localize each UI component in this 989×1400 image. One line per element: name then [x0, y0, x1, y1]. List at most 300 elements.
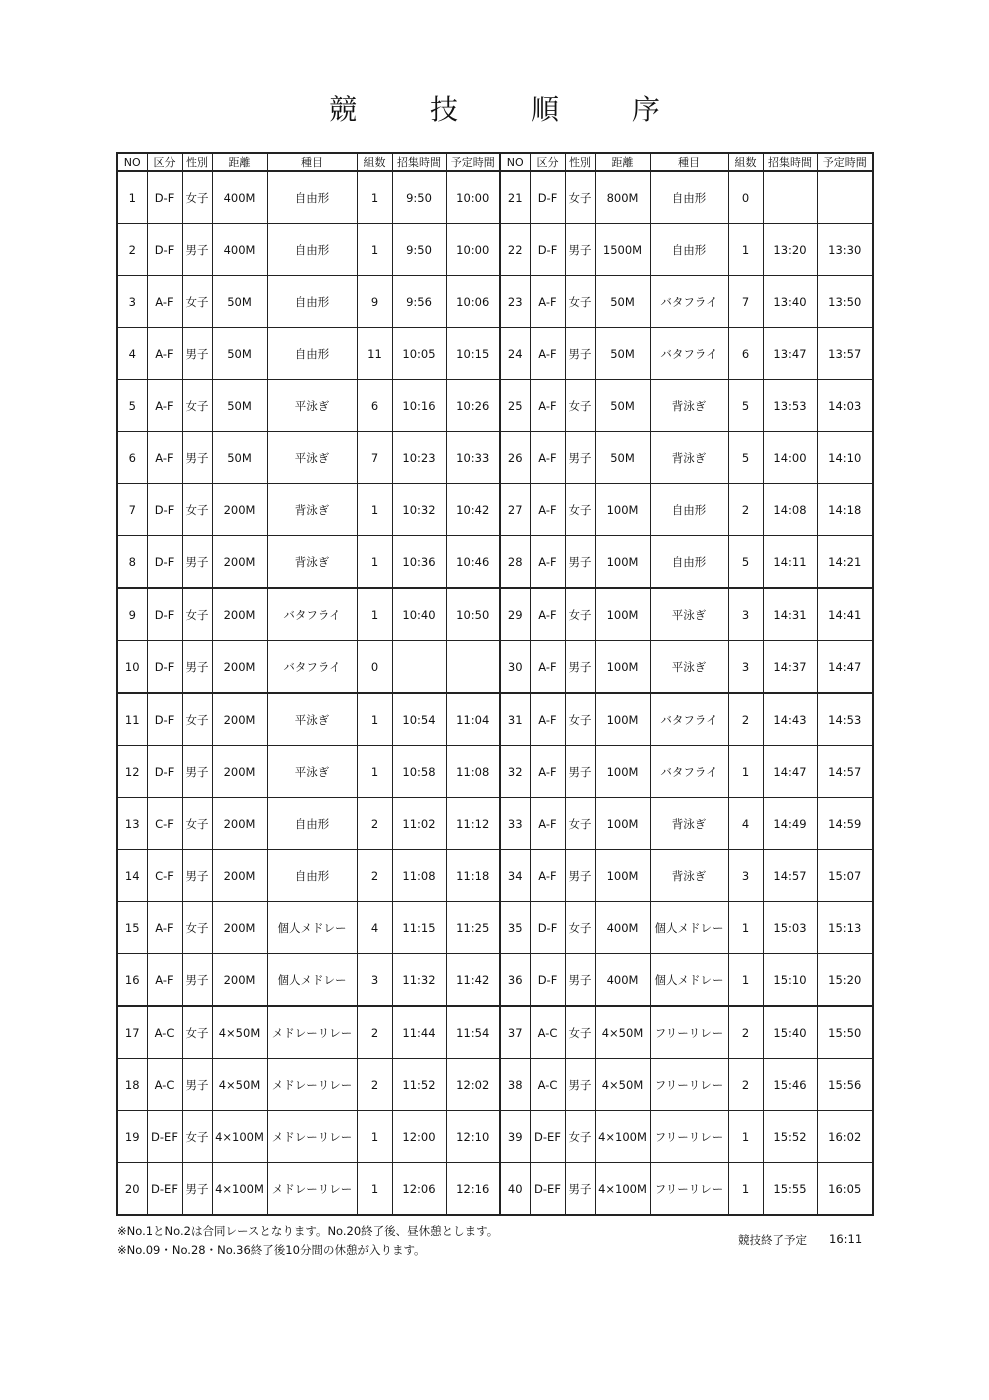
cell-event: 自由形 — [267, 171, 357, 224]
cell-heats: 1 — [728, 746, 763, 798]
cell-gender: 男子 — [565, 536, 595, 589]
cell-heats: 5 — [728, 380, 763, 432]
header-event: 種目 — [650, 153, 728, 171]
table-row — [117, 171, 873, 224]
header-heats: 組数 — [728, 153, 763, 171]
cell-start-time: 10:00 — [446, 171, 500, 224]
cell-gender: 男子 — [182, 1059, 212, 1111]
cell-gender: 男子 — [565, 954, 595, 1007]
cell-no: 28 — [500, 536, 530, 589]
cell-division: A-F — [530, 641, 565, 694]
cell-distance: 100M — [595, 484, 650, 536]
cell-distance: 4×50M — [212, 1006, 267, 1059]
cell-no: 33 — [500, 798, 530, 850]
cell-no: 10 — [117, 641, 147, 694]
cell-gender: 男子 — [182, 536, 212, 589]
cell-event: フリーリレー — [650, 1059, 728, 1111]
cell-event: メドレーリレー — [267, 1059, 357, 1111]
table-row — [117, 328, 873, 380]
cell-division: D-F — [530, 224, 565, 276]
cell-no: 6 — [117, 432, 147, 484]
cell-call-time: 14:37 — [763, 641, 817, 694]
cell-start-time: 12:10 — [446, 1111, 500, 1163]
cell-gender: 女子 — [565, 1006, 595, 1059]
cell-call-time: 14:08 — [763, 484, 817, 536]
cell-heats: 4 — [728, 798, 763, 850]
cell-distance: 400M — [212, 224, 267, 276]
cell-distance: 50M — [595, 276, 650, 328]
cell-distance: 4×100M — [595, 1111, 650, 1163]
cell-division: D-F — [147, 536, 182, 589]
cell-event: 平泳ぎ — [650, 641, 728, 694]
cell-gender: 女子 — [565, 798, 595, 850]
cell-call-time: 10:36 — [392, 536, 446, 589]
cell-no: 32 — [500, 746, 530, 798]
note-lunch-break: ※No.1とNo.2は合同レースとなります。No.20終了後、昼休憩とします。 — [117, 1224, 499, 1238]
cell-start-time: 14:10 — [817, 432, 873, 484]
cell-gender: 女子 — [182, 171, 212, 224]
cell-distance: 50M — [212, 380, 267, 432]
table-row — [117, 641, 873, 694]
table-row — [117, 1163, 873, 1216]
cell-distance: 100M — [595, 850, 650, 902]
cell-no: 17 — [117, 1006, 147, 1059]
cell-event: メドレーリレー — [267, 1006, 357, 1059]
cell-heats: 2 — [728, 1006, 763, 1059]
cell-distance: 100M — [595, 693, 650, 746]
cell-call-time: 15:03 — [763, 902, 817, 954]
cell-gender: 女子 — [182, 902, 212, 954]
cell-heats: 2 — [728, 484, 763, 536]
table-row — [117, 224, 873, 276]
header-distance: 距離 — [212, 153, 267, 171]
cell-heats: 2 — [728, 1059, 763, 1111]
cell-event: 自由形 — [267, 224, 357, 276]
cell-distance: 4×100M — [212, 1163, 267, 1216]
cell-gender: 男子 — [182, 850, 212, 902]
table-row — [117, 1059, 873, 1111]
cell-event: 自由形 — [650, 536, 728, 589]
cell-call-time: 11:52 — [392, 1059, 446, 1111]
cell-gender: 女子 — [565, 693, 595, 746]
cell-start-time: 13:50 — [817, 276, 873, 328]
cell-gender: 女子 — [182, 1006, 212, 1059]
cell-heats: 3 — [357, 954, 392, 1007]
cell-call-time: 9:50 — [392, 224, 446, 276]
cell-start-time: 13:30 — [817, 224, 873, 276]
cell-heats: 1 — [357, 1163, 392, 1216]
cell-start-time: 10:26 — [446, 380, 500, 432]
cell-event: 個人メドレー — [267, 902, 357, 954]
cell-no: 12 — [117, 746, 147, 798]
header-gender: 性別 — [182, 153, 212, 171]
table-row — [117, 954, 873, 1007]
cell-start-time: 14:57 — [817, 746, 873, 798]
cell-division: A-F — [147, 328, 182, 380]
cell-heats: 2 — [357, 1059, 392, 1111]
cell-event: 自由形 — [267, 276, 357, 328]
cell-distance: 4×50M — [212, 1059, 267, 1111]
cell-no: 14 — [117, 850, 147, 902]
cell-event: 個人メドレー — [267, 954, 357, 1007]
cell-heats: 1 — [728, 1163, 763, 1216]
table-row — [117, 484, 873, 536]
table-row — [117, 1006, 873, 1059]
cell-event: バタフライ — [267, 641, 357, 694]
header-call-time: 招集時間 — [763, 153, 817, 171]
cell-call-time: 11:02 — [392, 798, 446, 850]
cell-call-time: 10:58 — [392, 746, 446, 798]
cell-no: 16 — [117, 954, 147, 1007]
cell-call-time: 10:16 — [392, 380, 446, 432]
cell-call-time: 15:52 — [763, 1111, 817, 1163]
cell-division: D-F — [530, 171, 565, 224]
header-distance: 距離 — [595, 153, 650, 171]
cell-distance: 100M — [595, 798, 650, 850]
cell-gender: 女子 — [565, 588, 595, 641]
cell-call-time: 10:54 — [392, 693, 446, 746]
cell-event: バタフライ — [650, 693, 728, 746]
cell-heats: 4 — [357, 902, 392, 954]
cell-no: 37 — [500, 1006, 530, 1059]
cell-distance: 200M — [212, 641, 267, 694]
cell-no: 8 — [117, 536, 147, 589]
cell-no: 19 — [117, 1111, 147, 1163]
cell-call-time: 9:56 — [392, 276, 446, 328]
cell-event: 背泳ぎ — [650, 850, 728, 902]
cell-division: D-EF — [530, 1111, 565, 1163]
cell-event: フリーリレー — [650, 1111, 728, 1163]
cell-division: D-F — [147, 484, 182, 536]
cell-heats: 6 — [357, 380, 392, 432]
cell-start-time: 14:41 — [817, 588, 873, 641]
cell-call-time: 11:32 — [392, 954, 446, 1007]
cell-division: A-F — [147, 380, 182, 432]
cell-division: A-C — [147, 1006, 182, 1059]
cell-call-time: 13:53 — [763, 380, 817, 432]
cell-division: D-F — [147, 171, 182, 224]
cell-heats: 3 — [728, 641, 763, 694]
table-row — [117, 276, 873, 328]
cell-division: D-F — [147, 641, 182, 694]
cell-heats: 2 — [357, 850, 392, 902]
cell-start-time: 14:18 — [817, 484, 873, 536]
cell-distance: 50M — [212, 276, 267, 328]
cell-no: 9 — [117, 588, 147, 641]
cell-no: 5 — [117, 380, 147, 432]
cell-division: A-F — [147, 276, 182, 328]
cell-call-time: 14:57 — [763, 850, 817, 902]
cell-division: A-F — [530, 328, 565, 380]
cell-no: 26 — [500, 432, 530, 484]
cell-start-time: 14:59 — [817, 798, 873, 850]
cell-gender: 女子 — [182, 484, 212, 536]
cell-call-time — [763, 171, 817, 224]
cell-event: 個人メドレー — [650, 954, 728, 1007]
cell-distance: 800M — [595, 171, 650, 224]
cell-gender: 女子 — [182, 693, 212, 746]
cell-no: 18 — [117, 1059, 147, 1111]
cell-start-time: 11:54 — [446, 1006, 500, 1059]
cell-no: 2 — [117, 224, 147, 276]
cell-start-time: 14:53 — [817, 693, 873, 746]
cell-call-time: 13:47 — [763, 328, 817, 380]
cell-call-time — [392, 641, 446, 694]
cell-call-time: 15:55 — [763, 1163, 817, 1216]
cell-distance: 200M — [212, 954, 267, 1007]
cell-division: A-F — [530, 276, 565, 328]
cell-event: バタフライ — [650, 746, 728, 798]
cell-gender: 男子 — [565, 328, 595, 380]
header-event: 種目 — [267, 153, 357, 171]
cell-heats: 0 — [357, 641, 392, 694]
cell-division: C-F — [147, 850, 182, 902]
cell-heats: 7 — [357, 432, 392, 484]
cell-call-time: 10:32 — [392, 484, 446, 536]
cell-no: 1 — [117, 171, 147, 224]
cell-distance: 200M — [212, 536, 267, 589]
header-heats: 組数 — [357, 153, 392, 171]
cell-start-time: 14:21 — [817, 536, 873, 589]
cell-no: 24 — [500, 328, 530, 380]
cell-call-time: 11:15 — [392, 902, 446, 954]
note-rest-break: ※No.09・No.28・No.36終了後10分間の休憩が入ります。 — [117, 1243, 426, 1257]
cell-event: フリーリレー — [650, 1163, 728, 1216]
cell-no: 11 — [117, 693, 147, 746]
cell-heats: 0 — [728, 171, 763, 224]
cell-start-time: 15:56 — [817, 1059, 873, 1111]
header-no: NO — [117, 153, 147, 171]
cell-gender: 男子 — [182, 432, 212, 484]
header-start-time: 予定時間 — [817, 153, 873, 171]
table-row — [117, 588, 873, 641]
header-start-time: 予定時間 — [446, 153, 500, 171]
cell-call-time: 13:40 — [763, 276, 817, 328]
cell-division: D-F — [147, 588, 182, 641]
cell-no: 3 — [117, 276, 147, 328]
cell-event: 自由形 — [650, 224, 728, 276]
cell-heats: 2 — [357, 798, 392, 850]
cell-event: バタフライ — [650, 328, 728, 380]
cell-call-time: 12:06 — [392, 1163, 446, 1216]
cell-division: A-F — [147, 432, 182, 484]
cell-start-time: 14:47 — [817, 641, 873, 694]
cell-heats: 5 — [728, 536, 763, 589]
header-division: 区分 — [147, 153, 182, 171]
cell-division: A-F — [530, 588, 565, 641]
cell-gender: 男子 — [565, 432, 595, 484]
cell-event: 背泳ぎ — [650, 380, 728, 432]
cell-start-time: 11:12 — [446, 798, 500, 850]
cell-heats: 1 — [357, 484, 392, 536]
cell-no: 40 — [500, 1163, 530, 1216]
cell-distance: 200M — [212, 588, 267, 641]
cell-no: 29 — [500, 588, 530, 641]
cell-division: A-F — [530, 432, 565, 484]
cell-heats: 1 — [357, 536, 392, 589]
table-row — [117, 536, 873, 589]
cell-gender: 男子 — [182, 328, 212, 380]
cell-heats: 1 — [357, 588, 392, 641]
cell-event: 自由形 — [650, 484, 728, 536]
cell-gender: 女子 — [182, 588, 212, 641]
cell-division: A-F — [530, 693, 565, 746]
cell-division: A-C — [530, 1006, 565, 1059]
cell-event: メドレーリレー — [267, 1111, 357, 1163]
table-row — [117, 850, 873, 902]
cell-distance: 50M — [212, 432, 267, 484]
cell-no: 4 — [117, 328, 147, 380]
cell-no: 34 — [500, 850, 530, 902]
cell-gender: 男子 — [565, 1163, 595, 1216]
cell-event: 自由形 — [267, 798, 357, 850]
cell-gender: 女子 — [565, 171, 595, 224]
cell-no: 20 — [117, 1163, 147, 1216]
cell-no: 39 — [500, 1111, 530, 1163]
cell-heats: 9 — [357, 276, 392, 328]
cell-heats: 3 — [728, 850, 763, 902]
cell-start-time: 11:25 — [446, 902, 500, 954]
cell-no: 13 — [117, 798, 147, 850]
cell-no: 23 — [500, 276, 530, 328]
cell-gender: 女子 — [565, 902, 595, 954]
end-time-label: 競技終了予定 — [738, 1233, 807, 1247]
table-header-row — [117, 153, 873, 171]
cell-event: 平泳ぎ — [267, 693, 357, 746]
cell-heats: 2 — [357, 1006, 392, 1059]
cell-division: A-F — [530, 484, 565, 536]
cell-distance: 200M — [212, 902, 267, 954]
cell-division: A-F — [530, 798, 565, 850]
cell-heats: 1 — [357, 1111, 392, 1163]
cell-heats: 1 — [728, 902, 763, 954]
cell-no: 7 — [117, 484, 147, 536]
header-division: 区分 — [530, 153, 565, 171]
cell-distance: 200M — [212, 798, 267, 850]
cell-start-time — [446, 641, 500, 694]
cell-distance: 400M — [595, 954, 650, 1007]
cell-distance: 200M — [212, 850, 267, 902]
cell-event: 平泳ぎ — [650, 588, 728, 641]
cell-gender: 男子 — [565, 1059, 595, 1111]
cell-start-time: 10:00 — [446, 224, 500, 276]
cell-distance: 4×100M — [595, 1163, 650, 1216]
cell-start-time: 10:06 — [446, 276, 500, 328]
cell-call-time: 13:20 — [763, 224, 817, 276]
cell-start-time: 10:15 — [446, 328, 500, 380]
header-no: NO — [500, 153, 530, 171]
cell-start-time: 15:20 — [817, 954, 873, 1007]
cell-distance: 50M — [595, 432, 650, 484]
table-row — [117, 902, 873, 954]
cell-division: D-EF — [530, 1163, 565, 1216]
cell-start-time: 14:03 — [817, 380, 873, 432]
cell-event: 背泳ぎ — [650, 798, 728, 850]
cell-start-time: 16:05 — [817, 1163, 873, 1216]
cell-start-time: 11:42 — [446, 954, 500, 1007]
table-row — [117, 1111, 873, 1163]
cell-gender: 男子 — [182, 1163, 212, 1216]
cell-event: 個人メドレー — [650, 902, 728, 954]
cell-call-time: 11:44 — [392, 1006, 446, 1059]
cell-division: D-F — [147, 693, 182, 746]
cell-heats: 5 — [728, 432, 763, 484]
cell-start-time: 12:16 — [446, 1163, 500, 1216]
table-row — [117, 798, 873, 850]
cell-call-time: 10:40 — [392, 588, 446, 641]
cell-distance: 50M — [595, 328, 650, 380]
cell-event: 背泳ぎ — [267, 484, 357, 536]
cell-division: D-F — [147, 746, 182, 798]
cell-event: 平泳ぎ — [267, 380, 357, 432]
cell-heats: 2 — [728, 693, 763, 746]
cell-event: バタフライ — [267, 588, 357, 641]
cell-division: D-F — [147, 224, 182, 276]
cell-start-time — [817, 171, 873, 224]
cell-start-time: 15:50 — [817, 1006, 873, 1059]
cell-no: 36 — [500, 954, 530, 1007]
end-time-value: 16:11 — [829, 1232, 863, 1246]
cell-call-time: 12:00 — [392, 1111, 446, 1163]
cell-heats: 1 — [728, 224, 763, 276]
page-title: 競 技 順 序 — [329, 93, 692, 126]
table-row — [117, 746, 873, 798]
cell-division: C-F — [147, 798, 182, 850]
cell-heats: 11 — [357, 328, 392, 380]
cell-distance: 200M — [212, 484, 267, 536]
cell-start-time: 11:08 — [446, 746, 500, 798]
cell-start-time: 10:33 — [446, 432, 500, 484]
cell-event: バタフライ — [650, 276, 728, 328]
cell-heats: 1 — [357, 171, 392, 224]
cell-start-time: 12:02 — [446, 1059, 500, 1111]
cell-division: A-C — [530, 1059, 565, 1111]
header-call-time: 招集時間 — [392, 153, 446, 171]
cell-start-time: 16:02 — [817, 1111, 873, 1163]
cell-gender: 男子 — [182, 641, 212, 694]
cell-no: 35 — [500, 902, 530, 954]
cell-start-time: 15:07 — [817, 850, 873, 902]
cell-no: 30 — [500, 641, 530, 694]
cell-no: 15 — [117, 902, 147, 954]
cell-call-time: 9:50 — [392, 171, 446, 224]
cell-division: A-F — [530, 380, 565, 432]
cell-gender: 女子 — [565, 484, 595, 536]
cell-event: 背泳ぎ — [650, 432, 728, 484]
cell-call-time: 14:49 — [763, 798, 817, 850]
cell-gender: 男子 — [565, 746, 595, 798]
cell-no: 31 — [500, 693, 530, 746]
cell-heats: 7 — [728, 276, 763, 328]
cell-distance: 50M — [595, 380, 650, 432]
cell-distance: 100M — [595, 588, 650, 641]
cell-start-time: 10:50 — [446, 588, 500, 641]
cell-distance: 50M — [212, 328, 267, 380]
cell-gender: 女子 — [182, 798, 212, 850]
cell-call-time: 15:46 — [763, 1059, 817, 1111]
cell-distance: 400M — [595, 902, 650, 954]
cell-gender: 女子 — [182, 276, 212, 328]
cell-no: 27 — [500, 484, 530, 536]
cell-division: D-EF — [147, 1111, 182, 1163]
cell-distance: 100M — [595, 536, 650, 589]
cell-event: 自由形 — [267, 328, 357, 380]
cell-event: 自由形 — [267, 850, 357, 902]
cell-event: 背泳ぎ — [267, 536, 357, 589]
cell-call-time: 10:05 — [392, 328, 446, 380]
header-gender: 性別 — [565, 153, 595, 171]
cell-division: A-F — [530, 850, 565, 902]
